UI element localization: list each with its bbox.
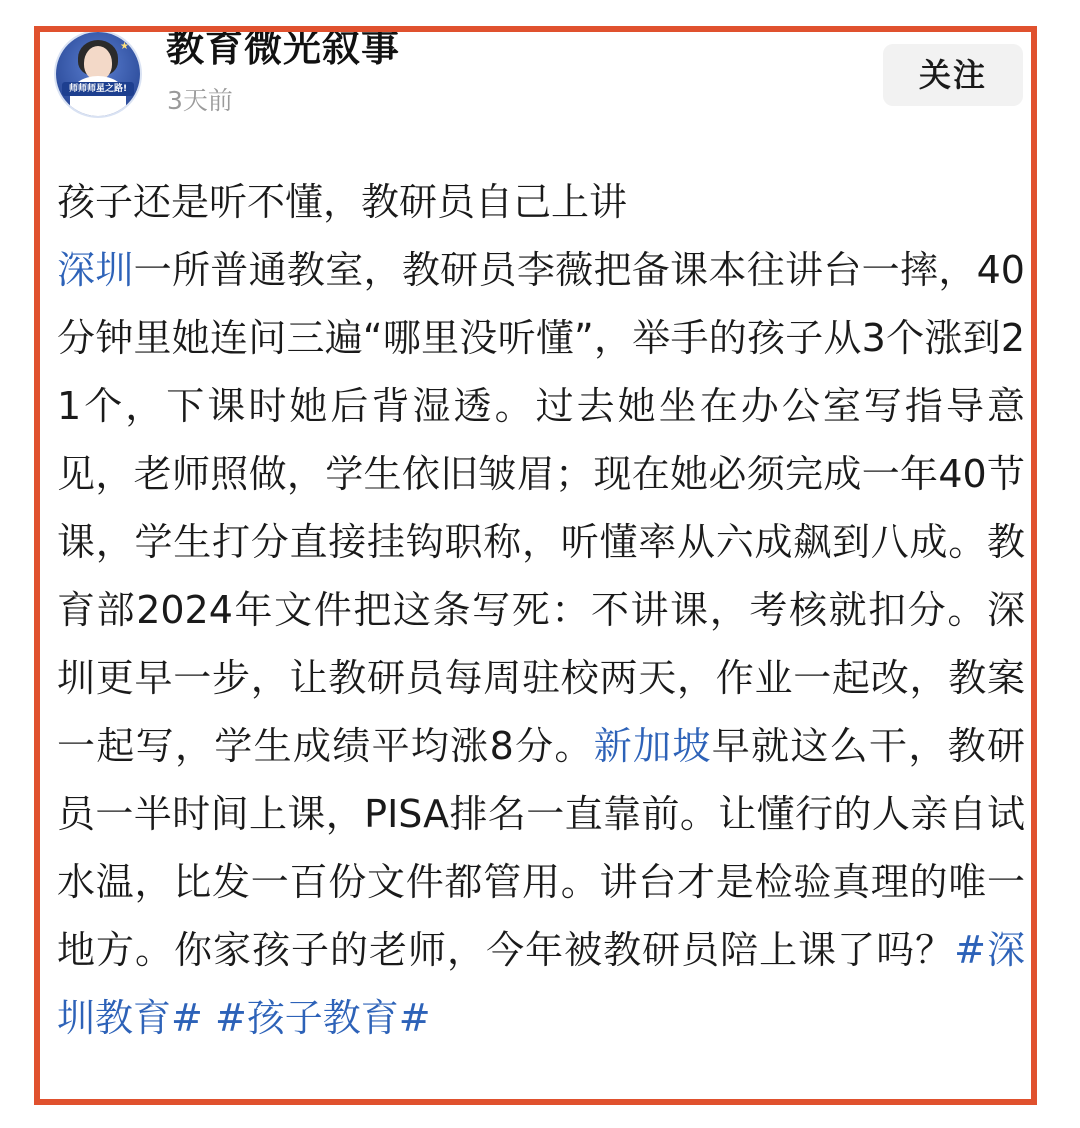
avatar-subtitle: 教育微光叙事 [77, 99, 119, 107]
hashtag-shenzhen-education[interactable]: #深圳教育# [57, 928, 1025, 1040]
avatar-face [84, 46, 112, 80]
post-content [57, 168, 1025, 1108]
post-title: 孩子还是听不懂，教研员自己上讲 [57, 180, 628, 224]
bottom-edge [40, 1090, 1040, 1128]
avatar-banner: 师师师星之路! [62, 82, 134, 96]
follow-button[interactable]: 关注 [883, 44, 1023, 106]
topic-link-shenzhen[interactable]: 深圳 [57, 248, 134, 292]
post-body [57, 236, 1025, 1052]
post-body-text-2: 早就这么干，教研员一半时间上课，PISA排名一直靠前。让懂行的人亲自试水温，比发一百份文件都管用。讲台才是检验真理的唯一地方。你家孩子的老师，今年被教研员陪上课了吗？ [57, 724, 1025, 972]
post-body-text-1: 一所普通教室，教研员李薇把备课本往讲台一摔，40分钟里她连问三遍“哪里没听懂”，举手的孩子从3个涨到21个，下课时她后背湿透。过去她坐在办公室写指导意见，老师照做，学生依旧皱眉；现在她必须完成一年40节课，学生打分直接挂钩职称，听懂率从六成飙到八成。教育部2024年文件把这条写死：不讲课，考核就扣分。深圳更早一步，让教研员每周驻校两天，作业一起改，教案一起写，学生成绩平均涨8分。 [57, 248, 1025, 768]
profile-avatar-icon[interactable] [56, 32, 140, 116]
star-icon: ★ [120, 41, 129, 52]
topic-link-singapore[interactable]: 新加坡 [593, 724, 712, 768]
hashtag-children-education[interactable]: #孩子教育# [214, 996, 431, 1040]
post-time: 3天前 [167, 86, 233, 115]
author-name[interactable]: 教育微光叙事 [166, 26, 401, 70]
post-header [0, 0, 1080, 140]
